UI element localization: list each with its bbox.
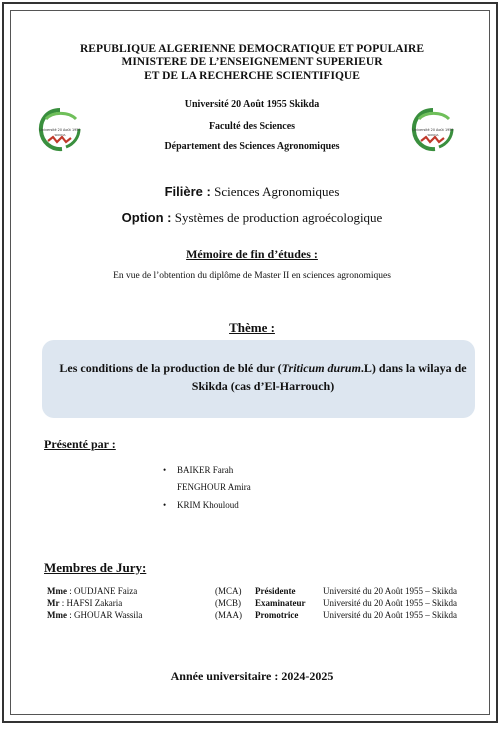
filiere: [0, 184, 504, 200]
logo-left-line2: SKIKDA: [54, 133, 66, 137]
logo-left-line1: Université 20 Août 1955: [39, 128, 81, 132]
header-line-1: REPUBLIQUE ALGERIENNE DEMOCRATIQUE ET POPULAIRE: [80, 43, 424, 55]
filiere-value: Sciences Agronomiques: [214, 184, 340, 199]
student-3: • KRIM Khouloud: [163, 500, 239, 510]
option-label: Option :: [121, 210, 172, 225]
university-name: Université 20 Août 1955 Skikda: [184, 99, 320, 110]
student-2: FENGHOUR Amira: [177, 482, 251, 492]
memoire-title: Mémoire de fin d’études :: [186, 247, 318, 261]
academic-year: Année universitaire : 2024-2025: [170, 669, 334, 683]
logo-right-line2: SKIKDA: [427, 133, 439, 137]
jury-row: Mr : HAFSI Zakaria (MCB) Examinateur Université du 20 Août 1955 – Skikda: [47, 598, 457, 608]
header-line-2: MINISTERE DE L’ENSEIGNEMENT SUPERIEUR: [121, 56, 383, 68]
theme-label: Thème :: [229, 320, 275, 335]
header-line-3: ET DE LA RECHERCHE SCIENTIFIQUE: [144, 70, 360, 82]
filiere-label: Filière :: [164, 184, 211, 199]
student-1: • BAIKER Farah: [163, 465, 234, 475]
university-logo-right: [411, 107, 455, 153]
jury-row: Mme : GHOUAR Wassila (MAA) Promotrice Université du 20 Août 1955 – Skikda: [47, 610, 457, 620]
university-logo-left: [38, 107, 82, 153]
option: [0, 210, 504, 226]
presented-label: Présenté par :: [44, 437, 116, 451]
jury-label: Membres de Jury:: [44, 560, 147, 575]
faculty-name: Faculté des Sciences: [208, 121, 296, 132]
option-value: Systèmes de production agroécologique: [174, 210, 383, 225]
department-name: Département des Sciences Agronomiques: [164, 141, 340, 152]
logo-right-line1: Université 20 Août 1955: [412, 128, 454, 132]
memoire-subtitle: En vue de l’obtention du diplôme de Master II en sciences agronomiques: [113, 271, 391, 281]
theme-title: Les conditions de la production de blé dur (Triticum durum.L) dans la wilaya de Skikda (cas d’El-Harrouch): [59, 361, 467, 393]
jury-row: Mme : OUDJANE Faiza (MCA) Présidente Université du 20 Août 1955 – Skikda: [47, 586, 457, 596]
